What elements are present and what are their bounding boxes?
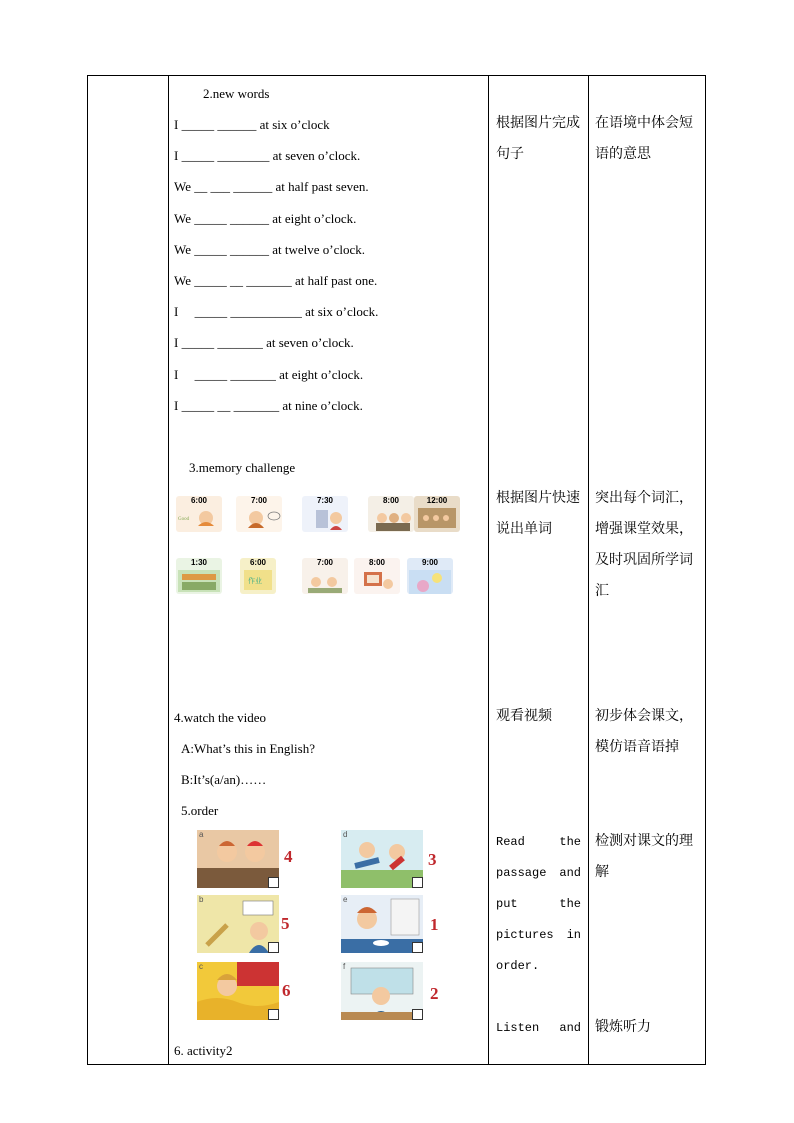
sentence-line: I _____ ______ at six o’clock xyxy=(174,117,330,132)
activity-text-line: order. xyxy=(496,959,540,973)
time-picture: 9:00 xyxy=(407,558,453,594)
activity-text: 根据图片完成 句子 xyxy=(496,115,580,162)
activity-text-line: pictures in xyxy=(496,928,581,942)
purpose-text: 锻炼听力 xyxy=(595,1019,651,1035)
order-number: 3 xyxy=(428,850,437,869)
order-checkbox[interactable] xyxy=(412,877,423,888)
time-picture: 7:30 xyxy=(302,496,348,532)
activity-text-line: passage and xyxy=(496,866,581,880)
sentence-line: I _____ _______ at eight o’clock. xyxy=(174,367,364,382)
story-picture: a xyxy=(197,830,279,888)
dialog-line-a: A:What’s this in English? xyxy=(181,741,315,756)
story-picture: b xyxy=(197,895,279,953)
svg-text:作业: 作业 xyxy=(248,577,262,585)
section-title-activity2: 6. activity2 xyxy=(174,1043,233,1058)
time-picture: 1:30 xyxy=(176,558,222,594)
section-title-new-words: 2.new words xyxy=(203,86,270,101)
purpose-text: 突出每个词汇， 增强课堂效果， 及时巩固所学词 汇 xyxy=(595,490,693,599)
column-divider xyxy=(168,76,169,1064)
sentence-line: We __ ___ ______ at half past seven. xyxy=(174,179,369,194)
sentence-line: I _____ _______ at seven o’clock. xyxy=(174,335,354,350)
sentence-line: I _____ ________ at seven o’clock. xyxy=(174,148,361,163)
order-checkbox[interactable] xyxy=(412,942,423,953)
order-number: 6 xyxy=(282,981,291,1000)
activity-text: 观看视频 xyxy=(496,708,552,724)
time-picture: 6:00 作业 xyxy=(240,558,276,594)
time-picture: 12:00 xyxy=(414,496,460,532)
story-picture: e xyxy=(341,895,423,953)
order-checkbox[interactable] xyxy=(412,1009,423,1020)
sentence-line: I _____ __ _______ at nine o’clock. xyxy=(174,398,363,413)
order-number: 4 xyxy=(284,847,293,866)
section-title-watch-video: 4.watch the video xyxy=(174,710,267,725)
section-title-memory-challenge: 3.memory challenge xyxy=(189,460,296,475)
story-picture: d xyxy=(341,830,423,888)
story-picture: c xyxy=(197,962,279,1020)
dialog-line-b: B:It’s(a/an)…… xyxy=(181,772,267,787)
activity-text: 根据图片快速 说出单词 xyxy=(496,490,580,537)
time-picture: 8:00 xyxy=(368,496,414,532)
activity-text-line: Listen and xyxy=(496,1021,581,1035)
purpose-text: 在语境中体会短 语的意思 xyxy=(595,115,693,162)
time-picture: 8:00 xyxy=(354,558,400,594)
order-checkbox[interactable] xyxy=(268,942,279,953)
column-divider xyxy=(588,76,589,1064)
time-picture: 7:00 xyxy=(236,496,282,532)
order-checkbox[interactable] xyxy=(268,1009,279,1020)
sentence-line: We _____ __ _______ at half past one. xyxy=(174,273,378,288)
order-number: 5 xyxy=(281,914,290,933)
order-number: 1 xyxy=(430,915,439,934)
activity-text-line: put the xyxy=(496,897,581,911)
story-picture: f xyxy=(341,962,423,1020)
column-divider xyxy=(488,76,489,1064)
section-title-order: 5.order xyxy=(181,803,219,818)
activity-text-line: Read the xyxy=(496,835,581,849)
purpose-text: 检测对课文的理 解 xyxy=(595,833,693,880)
order-checkbox[interactable] xyxy=(268,877,279,888)
sentence-line: We _____ ______ at eight o’clock. xyxy=(174,211,357,226)
svg-text:Good: Good xyxy=(178,517,190,522)
sentence-line: We _____ ______ at twelve o’clock. xyxy=(174,242,366,257)
time-picture: 7:00 xyxy=(302,558,348,594)
order-number: 2 xyxy=(430,984,439,1003)
time-picture: 6:00 Good xyxy=(176,496,222,532)
purpose-text: 初步体会课文， 模仿语音语掉 xyxy=(595,708,693,755)
sentence-line: I _____ ___________ at six o’clock. xyxy=(174,304,379,319)
